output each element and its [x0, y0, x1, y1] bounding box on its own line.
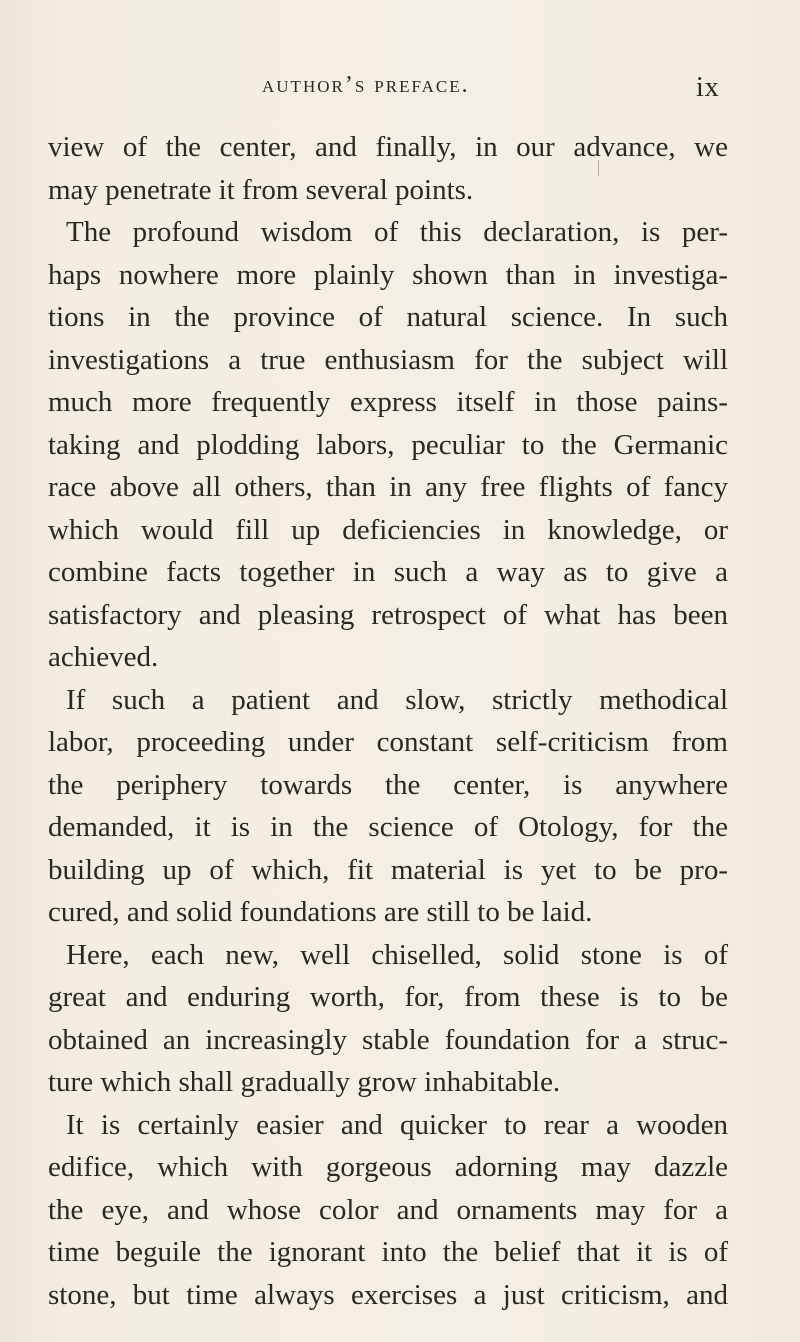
- text-line: combine facts together in such a way as to give a: [48, 556, 728, 588]
- page-number: ix: [696, 72, 720, 103]
- text-line: haps nowhere more plainly shown than in investiga-: [48, 258, 728, 291]
- text-line: much more frequently express itself in those pains-: [48, 386, 728, 418]
- text-line: may penetrate it from several points.: [48, 173, 474, 206]
- text-line: building up of which, fit material is yet to be pro-: [48, 853, 728, 886]
- text-line: race above all others, than in any free flights of fancy: [48, 471, 728, 503]
- text-line: the eye, and whose color and ornaments may for a: [48, 1193, 728, 1226]
- text-line: ture which shall gradually grow inhabitable.: [48, 1066, 561, 1098]
- text-line: cured, and solid foundations are still to be laid.: [48, 896, 593, 928]
- paragraph-start-line: Here, each new, well chiselled, solid stone is of: [66, 938, 728, 971]
- text-line: obtained an increasingly stable foundation for a struc-: [48, 1023, 728, 1056]
- text-line: tions in the province of natural science. In such: [48, 301, 728, 333]
- text-line: stone, but time always exercises a just criticism, and: [48, 1278, 728, 1311]
- text-line: view of the center, and finally, in our advance, we: [48, 131, 728, 163]
- text-line: the periphery towards the center, is anywhere: [48, 768, 728, 801]
- text-line: investigations a true enthusiasm for the subject will: [48, 343, 728, 376]
- text-line: achieved.: [48, 641, 159, 673]
- paragraph-start-line: If such a patient and slow, strictly methodical: [66, 683, 728, 716]
- text-line: labor, proceeding under constant self-criticism from: [48, 726, 728, 758]
- text-line: demanded, it is in the science of Otology, for the: [48, 811, 728, 843]
- preface-text: [48, 126, 728, 1316]
- running-title: author’s preface.: [262, 72, 470, 98]
- text-line: taking and plodding labors, peculiar to the Germanic: [48, 428, 728, 461]
- paragraph-start-line: It is certainly easier and quicker to rear a wooden: [66, 1108, 728, 1141]
- text-line: which would fill up deficiencies in knowledge, or: [48, 513, 728, 546]
- text-line: edifice, which with gorgeous adorning may dazzle: [48, 1151, 728, 1183]
- paragraph-start-line: The profound wisdom of this declaration, is per-: [66, 216, 728, 248]
- text-line: great and enduring worth, for, from these is to be: [48, 981, 728, 1013]
- page-header: [0, 66, 800, 106]
- text-line: time beguile the ignorant into the belief that it is of: [48, 1236, 728, 1268]
- text-line: satisfactory and pleasing retrospect of what has been: [48, 598, 728, 631]
